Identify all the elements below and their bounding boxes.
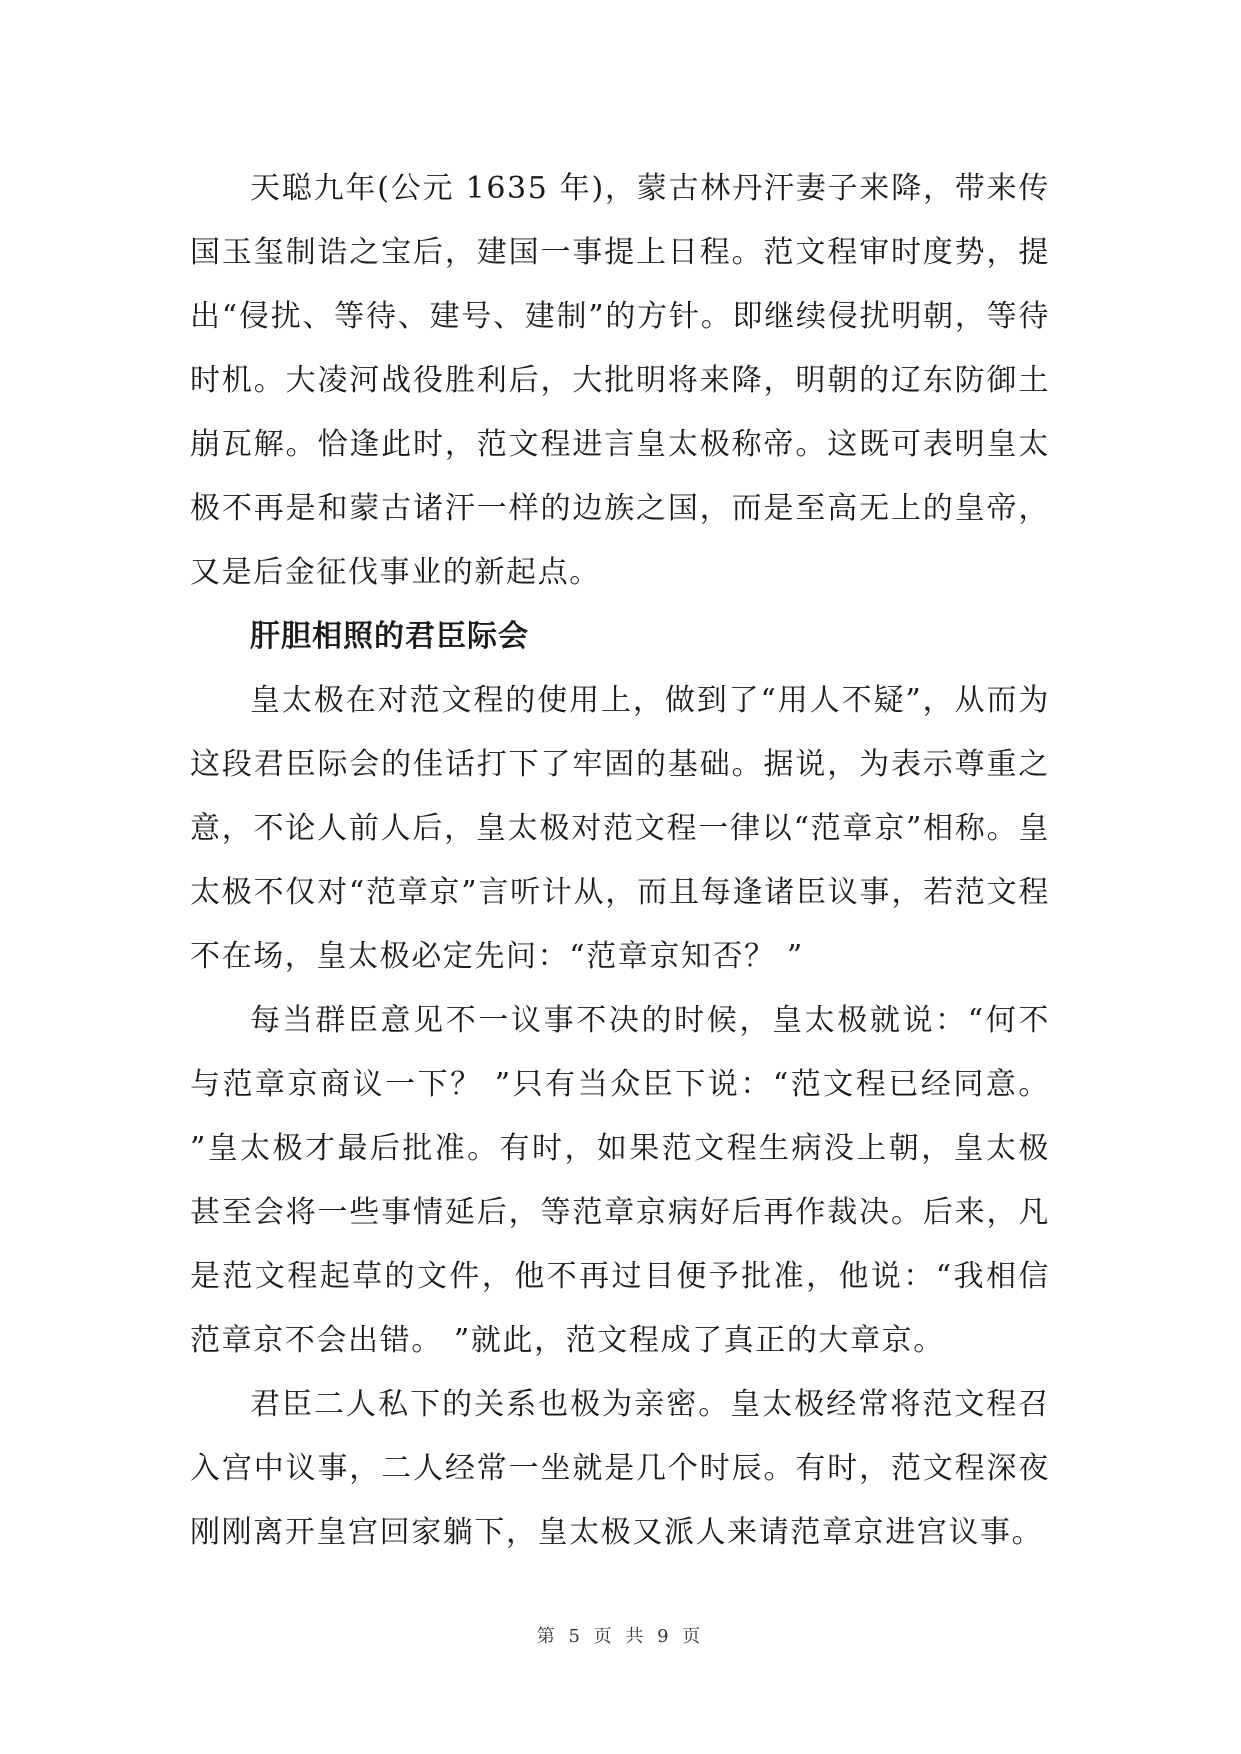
paragraph: 皇太极在对范文程的使用上，做到了“用人不疑”，从而为这段君臣际会的佳话打下了牢固的基础。据说，为表示尊重之意，不论人前人后，皇太极对范文程一律以“范章京”相称。皇太极不仅对“范章京”言听计从，而且每逢诸臣议事，若范文程不在场，皇太极必定先问：“范章京知否？ ” [190, 683, 1050, 974]
page-number-footer: 第 5 页 共 9 页 [536, 1626, 705, 1647]
document-body [190, 157, 1050, 1565]
section-heading: 肝胆相照的君臣际会 [250, 619, 529, 654]
paragraph: 天聪九年(公元 1635 年)，蒙古林丹汗妻子来降，带来传国玉玺制诰之宝后，建国一事提上日程。范文程审时度势，提出“侵扰、等待、建号、建制”的方针。即继续侵扰明朝，等待时机。大凌河战役胜利后，大批明将来降，明朝的辽东防御土崩瓦解。恰逢此时，范文程进言皇太极称帝。这既可表明皇太极不再是和蒙古诸汗一样的边族之国，而是至高无上的皇帝，又是后金征伐事业的新起点。 [190, 171, 1050, 590]
paragraph: 君臣二人私下的关系也极为亲密。皇太极经常将范文程召入宫中议事，二人经常一坐就是几个时辰。有时，范文程深夜刚刚离开皇宫回家躺下，皇太极又派人来请范章京进宫议事。 [190, 1387, 1050, 1550]
paragraph: 每当群臣意见不一议事不决的时候，皇太极就说：“何不与范章京商议一下？ ”只有当众臣下说：“范文程已经同意。 ”皇太极才最后批准。有时，如果范文程生病没上朝，皇太极甚至会将一些事情延后，等范章京病好后再作裁决。后来，凡是范文程起草的文件，他不再过目便予批准，他说：“我相信范章京不会出错。 ”就此，范文程成了真正的大章京。 [190, 1003, 1050, 1358]
